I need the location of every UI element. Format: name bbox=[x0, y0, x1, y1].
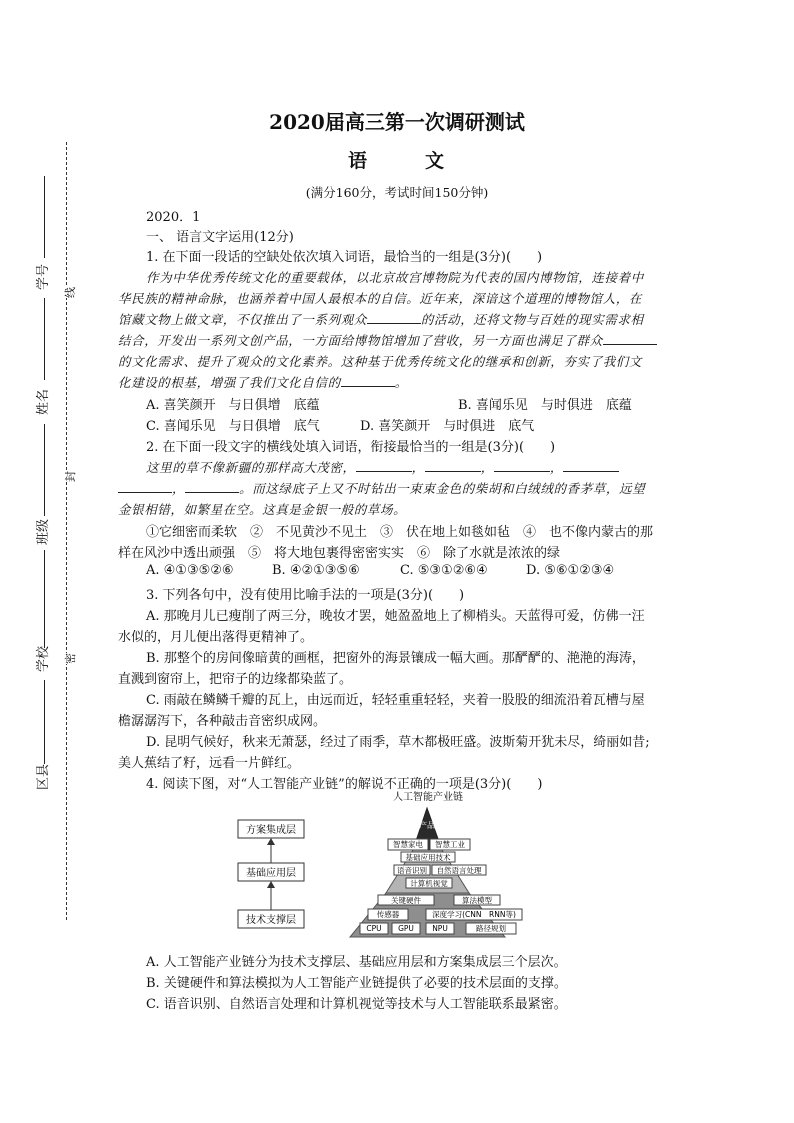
q2-passage-line-1 bbox=[146, 458, 619, 476]
q2-comma: ， bbox=[549, 460, 563, 475]
product-label: 产品 bbox=[419, 821, 435, 830]
q2-option-b: B. ④②①③⑤⑥ bbox=[272, 563, 360, 578]
q2-passage-1: 这里的草不像新疆的那样高大茂密， bbox=[146, 460, 356, 475]
dl-label: 深度学习(CNN RNN等) bbox=[432, 910, 516, 919]
mi-mark: 密 bbox=[64, 653, 77, 664]
q1-passage-line-3 bbox=[118, 310, 644, 328]
q2-blank-6[interactable] bbox=[185, 480, 239, 493]
q4-option-b: B. 关键硬件和算法模拟为人工智能产业链提供了必要的技术层面的支撑。 bbox=[146, 976, 567, 991]
binding-dashed-line bbox=[66, 142, 67, 920]
q1-passage-4a: 结合，开发出一系列文创产品，一方面给博物馆增加了营收，另一方面也满足了群众 bbox=[118, 333, 603, 348]
q2-blank-1[interactable] bbox=[356, 459, 412, 472]
q2-option-c: C. ⑤③①②⑥④ bbox=[400, 563, 488, 578]
subject-char-2: 文 bbox=[425, 150, 447, 172]
arrowhead-mid bbox=[267, 881, 275, 888]
layer-bottom-label: 技术支撑层 bbox=[246, 915, 296, 926]
q2-blank-5[interactable] bbox=[118, 480, 172, 493]
speech-label: 语音识别 bbox=[397, 866, 427, 875]
path-label: 路径规划 bbox=[476, 924, 506, 933]
q2-comma: ， bbox=[411, 460, 425, 475]
xingming-label: 姓名 bbox=[36, 388, 51, 415]
xingming-field bbox=[44, 298, 45, 380]
xuehao-label: 学号 bbox=[36, 263, 51, 290]
algo-label: 算法模型 bbox=[462, 896, 492, 905]
q3-option-b-line-2: 直溅到窗帘上，把帘子的边缘都染蓝了。 bbox=[118, 672, 353, 687]
industry-label: 智慧工业 bbox=[435, 840, 465, 849]
xuexiao-label: 学校 bbox=[36, 645, 51, 672]
q1-blank-2[interactable] bbox=[603, 332, 657, 345]
q3-option-c-line-1: C. 雨敲在鳞鳞千瓣的瓦上，由远而近，轻轻重重轻轻，夹着一股股的细流沿着瓦槽与屋 bbox=[146, 693, 645, 708]
home-label: 智慧家电 bbox=[393, 840, 423, 849]
quxian-field bbox=[44, 680, 45, 764]
section1-heading: 一、 语言文字运用(12分) bbox=[146, 230, 294, 245]
exam-date: 2020．1 bbox=[146, 210, 201, 225]
q1-option-c: C. 喜闻乐见 与日俱增 底气 bbox=[146, 419, 320, 434]
layer-mid-label: 基础应用层 bbox=[246, 868, 296, 879]
q3-option-a-line-1: A. 那晚月儿已瘦削了两三分，晚妆才罢，她盈盈地上了柳梢头。天蓝得可爱，仿佛一汪 bbox=[146, 609, 645, 624]
ai-industry-chain-diagram bbox=[230, 790, 590, 940]
exam-title: 2020届高三第一次调研测试 bbox=[269, 110, 525, 134]
q1-option-b: B. 喜闻乐见 与时俱进 底蕴 bbox=[458, 398, 632, 413]
subject-title bbox=[0, 146, 794, 173]
layer-top-label: 方案集成层 bbox=[246, 825, 296, 836]
subject-char-1: 语 bbox=[347, 150, 369, 172]
q1-passage-6: 化建设的根基，增强了我们文化自信的 bbox=[118, 375, 341, 390]
q2-blank-4[interactable] bbox=[563, 459, 619, 472]
q3-stem: 3. 下列各句中，没有使用比喻手法的一项是(3分)( ) bbox=[146, 588, 465, 603]
q1-blank-1[interactable] bbox=[367, 311, 421, 324]
q1-passage-line-2: 华民族的精神命脉，也涵养着中国人最根本的自信。近年来，深谙这个道理的博物馆人，在 bbox=[118, 291, 643, 306]
banji-label: 班级 bbox=[36, 518, 51, 545]
arrowhead-top bbox=[267, 838, 275, 845]
q3-option-b-line-1: B. 那整个的房间像暗黄的画框，把窗外的海景镶成一幅大画。那酽酽的、滟滟的海涛， bbox=[146, 651, 645, 666]
q2-option-d: D. ⑤⑥①②③④ bbox=[526, 563, 615, 578]
feng-mark: 封 bbox=[64, 471, 77, 482]
q3-option-a-line-2: 水似的，月儿便出落得更精神了。 bbox=[118, 630, 314, 645]
q2-comma: ， bbox=[172, 481, 186, 496]
q1-blank-3[interactable] bbox=[341, 374, 395, 387]
q1-option-a: A. 喜笑颜开 与日俱增 底蕴 bbox=[146, 398, 320, 413]
q1-passage-6-end: 。 bbox=[394, 375, 408, 390]
q4-option-a: A. 人工智能产业链分为技术支撑层、基础应用层和方案集成层三个层次。 bbox=[146, 955, 567, 970]
sensor-label: 传感器 bbox=[376, 910, 400, 919]
banji-field bbox=[44, 424, 45, 516]
q1-passage-line-5: 的文化需求、提升了观众的文化素养。这种基于优秀传统文化的继承和创新，夯实了我们文 bbox=[118, 354, 643, 369]
q4-option-c: C. 语音识别、自然语言处理和计算机视觉等技术与人工智能联系最紧密。 bbox=[146, 997, 567, 1012]
q3-option-d-line-1: D. 昆明气候好，秋来无萧瑟，经过了雨季，草木都极旺盛。波斯菊开犹未尽，绮丽如昔; bbox=[146, 735, 650, 750]
q2-passage-line-2 bbox=[118, 479, 645, 497]
q1-passage-3b: 的活动，还将文物与百姓的现实需求相 bbox=[420, 312, 644, 327]
hardware-label: 关键硬件 bbox=[391, 896, 421, 905]
q1-passage-line-6 bbox=[118, 373, 408, 391]
exam-note: (满分160分，考试时间150分钟) bbox=[305, 185, 489, 200]
q1-passage-line-4 bbox=[118, 331, 657, 349]
q1-passage-line-1: 作为中华优秀传统文化的重要载体，以北京故宫博物院为代表的国内博物馆，连接着中 bbox=[146, 270, 644, 285]
diagram-title: 人工智能产业链 bbox=[393, 792, 463, 803]
q2-items-line-2: 样在风沙中透出顽强 ⑤ 将大地包裹得密密实实 ⑥ 除了水就是浓浓的绿 bbox=[118, 546, 561, 561]
gpu-label: GPU bbox=[398, 924, 414, 933]
q3-option-c-line-2: 檐潺潺泻下，各种敲击音密织成网。 bbox=[118, 714, 327, 729]
cpu-label: CPU bbox=[366, 924, 382, 933]
q1-stem: 1. 在下面一段话的空缺处依次填入词语，最恰当的一组是(3分)( ) bbox=[146, 250, 543, 265]
q4-stem: 4. 阅读下图，对“人工智能产业链”的解说不正确的一项是(3分)( ) bbox=[146, 777, 543, 792]
xuexiao-field bbox=[44, 550, 45, 648]
q2-items-line-1: ①它细密而柔软 ② 不见黄沙不见土 ③ 伏在地上如毯如毡 ④ 也不像内蒙古的那 bbox=[146, 525, 654, 540]
quxian-label: 区县 bbox=[36, 763, 51, 790]
q1-passage-3a: 馆藏文物上做文章，不仅推出了一系列观众 bbox=[118, 312, 367, 327]
cv-label: 计算机视觉 bbox=[410, 879, 448, 888]
q1-option-d: D. 喜笑颜开 与时俱进 底气 bbox=[360, 419, 535, 434]
npu-label: NPU bbox=[432, 924, 448, 933]
q2-blank-2[interactable] bbox=[425, 459, 481, 472]
q3-option-d-line-2: 美人蕉结了籽，远看一片鲜红。 bbox=[118, 756, 301, 771]
xian-mark: 线 bbox=[64, 287, 77, 298]
q2-blank-3[interactable] bbox=[494, 459, 550, 472]
app-tech-label: 基础应用技术 bbox=[405, 853, 451, 862]
q2-passage-2b: 。而这绿底子上又不时钻出一束束金色的柴胡和白绒绒的香茅草，远望 bbox=[239, 481, 646, 496]
nlp-label: 自然语言处理 bbox=[436, 866, 482, 875]
q2-comma: ， bbox=[480, 460, 494, 475]
q2-option-a: A. ④①③⑤②⑥ bbox=[146, 563, 234, 578]
q2-passage-line-3: 金银相错，如繁星在空。这真是金银一般的草场。 bbox=[118, 502, 407, 517]
q2-stem: 2. 在下面一段文字的横线处填入词语，衔接最恰当的一组是(3分)( ) bbox=[146, 440, 556, 455]
